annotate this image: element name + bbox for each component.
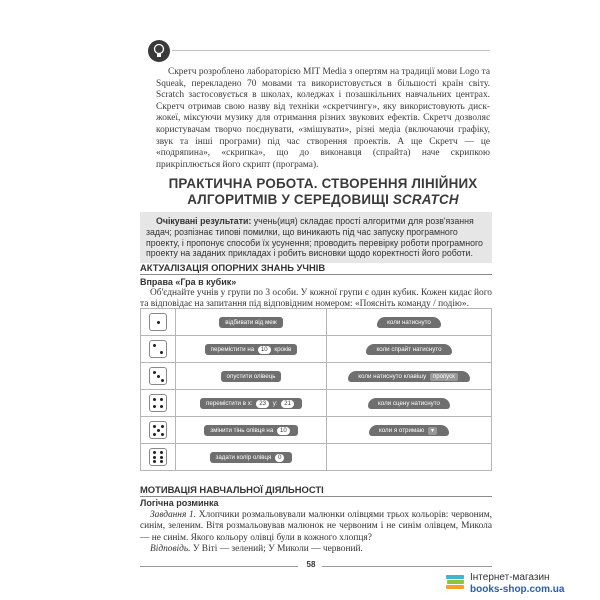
scratch-block-middle xyxy=(210,452,293,463)
command-cell xyxy=(176,390,327,417)
block-num: 23 xyxy=(256,400,269,408)
dice-pip xyxy=(157,321,160,324)
event-cell xyxy=(327,390,492,417)
section-heading-actualization: АКТУАЛІЗАЦІЯ ОПОРНИХ ЗНАНЬ УЧНІВ xyxy=(140,262,492,275)
event-cell xyxy=(327,417,492,444)
block-num: 0 xyxy=(275,454,284,462)
task-label: Завдання 1. xyxy=(150,510,197,520)
dice-pip xyxy=(153,398,156,401)
dice-pip xyxy=(153,460,156,463)
exercise-text: Об'єднайте учнів у групи по 3 особи. У кожної групи є один кубик. Кожен кидає його та відповідає на запитання під відповідним номером: «Поясніть команду / подію». xyxy=(140,288,492,310)
block-pre: перемістити на xyxy=(210,345,255,353)
block-select: ▾ xyxy=(428,427,437,435)
block-pre: коли сцену натиснуто xyxy=(378,399,440,407)
footer-rule-right xyxy=(322,566,492,567)
expected-results-box xyxy=(140,212,492,263)
command-cell xyxy=(176,417,327,444)
dice-pip xyxy=(161,425,164,428)
dice-pip xyxy=(153,371,156,374)
title-line-2 xyxy=(156,192,490,208)
command-cell xyxy=(176,363,327,390)
expected-results-label: Очікувані результати: xyxy=(156,216,252,226)
dice-face-4-icon xyxy=(149,394,167,412)
page-number: 58 xyxy=(306,560,316,569)
books-stack-icon xyxy=(444,572,466,594)
answer-text xyxy=(140,544,492,555)
block-num: 10 xyxy=(258,346,271,354)
block-pre: задати колір олівця xyxy=(215,453,272,461)
dice-pip xyxy=(153,405,156,408)
title-scratch: SCRATCH xyxy=(392,192,459,207)
block-pre: опустити олівець xyxy=(226,372,276,380)
dice-face-3-icon xyxy=(149,367,167,385)
footer-rule-left xyxy=(140,566,298,567)
dice-pip xyxy=(153,425,156,428)
event-cell xyxy=(327,336,492,363)
watermark-line-1: Інтернет-магазин xyxy=(470,572,550,583)
table-row xyxy=(141,363,492,390)
block-pre: коли я отримаю xyxy=(378,426,425,434)
block-post: кроків xyxy=(274,345,292,353)
block-pre: змінити тінь олівця на xyxy=(210,426,274,434)
answer-body: У Віті — зелений; У Миколи — червоний. xyxy=(190,544,363,555)
intro-paragraph xyxy=(156,67,490,171)
scratch-block-middle xyxy=(200,398,302,409)
table-row xyxy=(141,336,492,363)
scratch-block-middle xyxy=(221,371,282,382)
table-row xyxy=(141,309,492,336)
dice-cell xyxy=(141,309,176,336)
event-cell xyxy=(327,363,492,390)
dice-pip xyxy=(161,379,164,382)
dice-pip xyxy=(160,351,163,354)
block-pre: коли спрайт натиснуто xyxy=(376,345,442,353)
dice-cell xyxy=(141,390,176,417)
scratch-block-right xyxy=(366,344,451,355)
block-num2: 21 xyxy=(281,400,294,408)
dice-cell xyxy=(141,336,176,363)
table-row xyxy=(141,417,492,444)
table-row xyxy=(141,444,492,471)
title-line-1: ПРАКТИЧНА РОБОТА. СТВОРЕННЯ ЛІНІЙНИХ xyxy=(168,176,478,191)
dice-cell xyxy=(141,444,176,471)
dice-pip xyxy=(161,433,164,436)
dice-face-2-icon xyxy=(149,340,167,358)
dice-cell xyxy=(141,417,176,444)
dice-pip xyxy=(153,344,156,347)
dice-face-6-icon xyxy=(149,448,167,466)
event-cell xyxy=(327,444,492,471)
dice-pip xyxy=(153,451,156,454)
dice-pip xyxy=(153,433,156,436)
task-paragraph xyxy=(140,510,492,556)
block-pre: коли натиснуто xyxy=(387,318,431,326)
lightbulb-icon xyxy=(148,40,170,62)
scratch-block-right xyxy=(368,398,450,409)
dice-pip xyxy=(160,405,163,408)
dice-face-5-icon xyxy=(149,421,167,439)
block-post: у: xyxy=(272,399,278,407)
table-row xyxy=(141,390,492,417)
block-select: пропуск xyxy=(430,373,458,381)
logic-warmup-title: Логічна розминка xyxy=(140,498,219,508)
expected-results-text xyxy=(146,216,486,259)
task-body: Хлопчики розмальовували малюнки олівцями трьох кольорів: червоним, синім, зеленим. Вітя розмальовував малюнок не червоним і не синім олівцем, Микола — не синім. Якого кольору олівці були в кожного хлопця? xyxy=(140,510,492,543)
dice-pip xyxy=(160,456,163,459)
expected-results-body: учень(иця) складає прості алгоритми для розв'язання задач; розпізнає типові помилки, що виникають під час запуску програмного проекту, і пропонує способи їх усунення; проводить перевірку роботи програмного проекту на заданих прикладах і робить висновки щодо коректності його роботи. xyxy=(146,216,483,259)
block-pre: коли натиснуто клавішу xyxy=(358,372,427,380)
page-title xyxy=(156,176,490,208)
dice-pip xyxy=(160,451,163,454)
command-cell xyxy=(176,309,327,336)
dice-pip xyxy=(157,375,160,378)
scratch-block-middle xyxy=(205,344,298,355)
dice-cell xyxy=(141,363,176,390)
watermark-line-2[interactable]: books-shop.com.ua xyxy=(470,584,565,595)
event-cell xyxy=(327,309,492,336)
scratch-blocks-table xyxy=(140,308,492,471)
dice-pip xyxy=(160,398,163,401)
command-cell xyxy=(176,444,327,471)
task-text xyxy=(140,510,492,544)
block-pre: перемістити в х: xyxy=(206,399,253,407)
dice-face-1-icon xyxy=(149,313,167,331)
scratch-block-middle xyxy=(219,317,283,328)
scratch-block-right xyxy=(369,425,449,436)
header-rule xyxy=(172,50,490,51)
dice-pip xyxy=(153,456,156,459)
section-heading-motivation: МОТИВАЦІЯ НАВЧАЛЬНОЇ ДІЯЛЬНОСТІ xyxy=(140,484,492,497)
block-num: 10 xyxy=(277,427,290,435)
title-line-2-text: АЛГОРИТМІВ У СЕРЕДОВИЩІ xyxy=(187,192,393,207)
exercise-title: Вправа «Гра в кубик» xyxy=(140,277,237,287)
block-pre: відбивати від меж xyxy=(225,318,277,326)
dice-pip xyxy=(157,429,160,432)
intro-text: Скретч розроблено лабораторією MIT Media з опертям на традиції мови Logo та Squeak, перекладено 70 мовами та використовується в більшості країн світу. Scratch застосовується в школах, коледжах і позашкільних навчальних центрах. Скретч отримав свою назву від техніки «скретчингу», яку використовують диск-жокеї, міксуючи музику для отримання різних звукових ефектів. Скретч дозволяє користувачам творчо поєднувати, «змішувати», різні медіа (включаючи графіку, звук та інші програми) під час створення проектів. А ще Скретч — це «подряпина», «скрипка», що до виконавця (спрайта) наче скрипкою прикріплюється його скрипт (програма). xyxy=(156,67,490,170)
scratch-block-right xyxy=(348,371,469,382)
command-cell xyxy=(176,336,327,363)
watermark-text xyxy=(470,572,564,596)
scratch-block-right xyxy=(377,317,441,328)
scratch-block-middle xyxy=(204,425,297,436)
answer-label: Відповідь. xyxy=(150,544,191,555)
dice-pip xyxy=(160,460,163,463)
